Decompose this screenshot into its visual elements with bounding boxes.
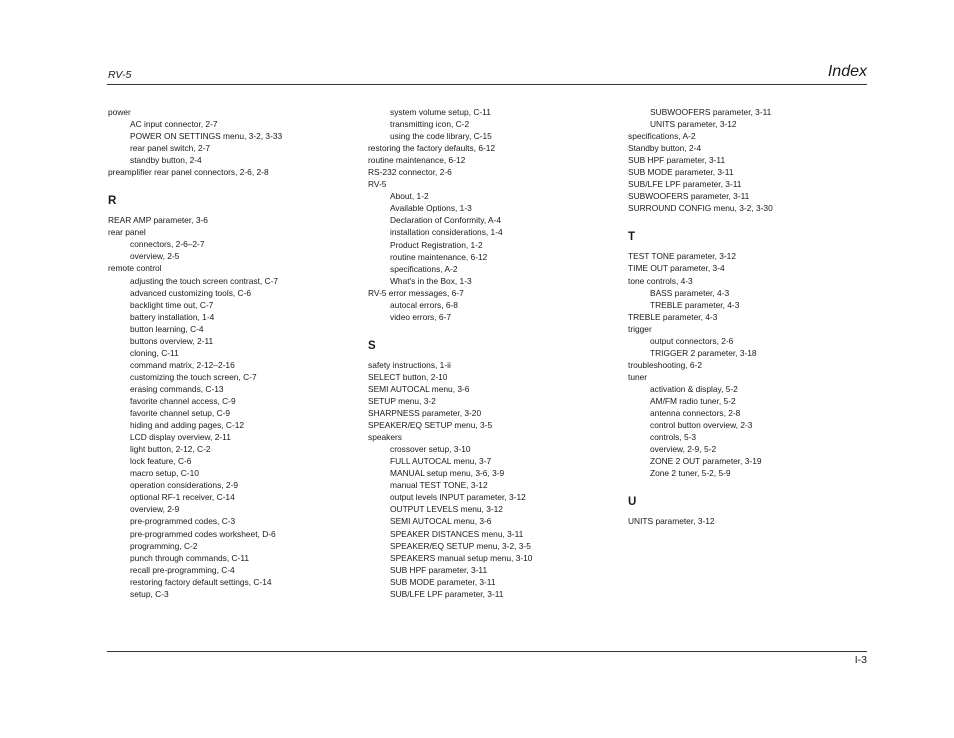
index-subentry: AM/FM radio tuner, 5-2: [650, 395, 736, 406]
index-subentry: SUBWOOFERS parameter, 3-11: [650, 107, 772, 117]
index-subentry: button learning, C-4: [130, 323, 204, 334]
running-header-section: Index: [827, 63, 867, 80]
index-entry: REAR AMP parameter, 3-6: [108, 215, 208, 226]
index-subentry: Available Options, 1-3: [390, 203, 472, 214]
index-entry: SUB HPF parameter, 3-11: [628, 155, 726, 166]
index-subentry: SUB HPF parameter, 3-11: [390, 564, 488, 575]
index-subentry: buttons overview, 2-11: [130, 335, 214, 346]
index-entry: speakers: [368, 432, 402, 443]
index-subentry: system volume setup, C-11: [390, 107, 491, 117]
index-subentry: LCD display overview, 2-11: [130, 432, 231, 443]
index-subentry: BASS parameter, 4-3: [650, 287, 730, 298]
index-subentry: favorite channel setup, C-9: [130, 408, 231, 419]
index-subentry: SPEAKERS manual setup menu, 3-10: [390, 552, 533, 563]
index-subentry: installation considerations, 1-4: [390, 227, 503, 238]
index-column-3: [628, 106, 878, 527]
index-subentry: output connectors, 2-6: [650, 335, 734, 346]
index-subentry: favorite channel access, C-9: [130, 395, 236, 406]
index-entry: TEST TONE parameter, 3-12: [628, 251, 736, 262]
index-subentry: TREBLE parameter, 4-3: [650, 299, 740, 310]
index-entry: SHARPNESS parameter, 3-20: [368, 408, 482, 419]
index-subentry: rear panel switch, 2-7: [130, 143, 211, 154]
index-entry: SELECT button, 2-10: [368, 371, 448, 382]
index-subentry: autocal errors, 6-8: [390, 299, 458, 310]
index-subentry: What's in the Box, 1-3: [390, 275, 472, 286]
section-letter: R: [108, 195, 117, 208]
index-subentry: About, 1-2: [390, 191, 429, 202]
index-column-1: [108, 106, 358, 600]
index-entry: SURROUND CONFIG menu, 3-2, 3-30: [628, 203, 773, 214]
index-entry: preamplifier rear panel connectors, 2-6, 2-8: [108, 167, 269, 178]
index-entry: remote control: [108, 263, 162, 274]
index-entry: SUB MODE parameter, 3-11: [628, 167, 734, 178]
index-subentry: Zone 2 tuner, 5-2, 5-9: [650, 468, 731, 479]
index-subentry: hiding and adding pages, C-12: [130, 420, 245, 431]
running-header-product: RV-5: [108, 69, 132, 81]
index-entry: SEMI AUTOCAL menu, 3-6: [368, 383, 470, 394]
index-subentry: pre-programmed codes, C-3: [130, 516, 236, 527]
index-subentry: MANUAL setup menu, 3-6, 3-9: [390, 468, 505, 479]
index-entry: SUB/LFE LPF parameter, 3-11: [628, 179, 742, 190]
index-subentry: output levels INPUT parameter, 3-12: [390, 492, 526, 503]
index-entry: SPEAKER/EQ SETUP menu, 3-5: [368, 420, 493, 431]
index-entry: restoring the factory defaults, 6-12: [368, 143, 496, 154]
index-subentry: erasing commands, C-13: [130, 383, 224, 394]
index-entry: tone controls, 4-3: [628, 275, 693, 286]
index-subentry: Product Registration, 1-2: [390, 239, 483, 250]
index-subentry: crossover setup, 3-10: [390, 444, 471, 455]
index-subentry: activation & display, 5-2: [650, 383, 738, 394]
index-subentry: command matrix, 2-12–2-16: [130, 359, 235, 370]
index-subentry: macro setup, C-10: [130, 468, 199, 479]
index-subentry: SEMI AUTOCAL menu, 3-6: [390, 516, 492, 527]
index-subentry: using the code library, C-15: [390, 131, 492, 142]
index-subentry: controls, 5-3: [650, 432, 697, 443]
index-entry: RS-232 connector, 2-6: [368, 167, 452, 178]
index-subentry: TRIGGER 2 parameter, 3-18: [650, 347, 757, 358]
index-entry: power: [108, 107, 131, 117]
section-letter: T: [628, 231, 636, 244]
index-subentry: ZONE 2 OUT parameter, 3-19: [650, 456, 762, 467]
index-subentry: UNITS parameter, 3-12: [650, 119, 737, 130]
index-entry: specifications, A-2: [628, 131, 696, 142]
index-subentry: video errors, 6-7: [390, 311, 451, 322]
index-entry: troubleshooting, 6-2: [628, 359, 703, 370]
index-subentry: connectors, 2-6–2-7: [130, 239, 205, 250]
header-rule: [107, 84, 867, 85]
index-subentry: backlight time out, C-7: [130, 299, 214, 310]
index-subentry: routine maintenance, 6-12: [390, 251, 488, 262]
page-number: I-3: [854, 654, 867, 666]
index-subentry: OUTPUT LEVELS menu, 3-12: [390, 504, 503, 515]
index-subentry: overview, 2-5: [130, 251, 180, 262]
section-letter: U: [628, 496, 637, 509]
index-subentry: cloning, C-11: [130, 347, 179, 358]
index-subentry: transmitting icon, C-2: [390, 119, 470, 130]
index-entry: UNITS parameter, 3-12: [628, 516, 715, 527]
index-subentry: overview, 2-9: [130, 504, 180, 515]
index-subentry: setup, C-3: [130, 588, 169, 599]
index-subentry: light button, 2-12, C-2: [130, 444, 211, 455]
index-subentry: operation considerations, 2-9: [130, 480, 239, 491]
index-subentry: adjusting the touch screen contrast, C-7: [130, 275, 279, 286]
index-entry: RV-5 error messages, 6-7: [368, 287, 464, 298]
index-entry: tuner: [628, 371, 648, 382]
index-entry: rear panel: [108, 227, 146, 238]
index-subentry: punch through commands, C-11: [130, 552, 250, 563]
index-subentry: overview, 2-9, 5-2: [650, 444, 717, 455]
index-entry: TREBLE parameter, 4-3: [628, 311, 718, 322]
index-subentry: programming, C-2: [130, 540, 198, 551]
index-entry: trigger: [628, 323, 652, 334]
index-subentry: antenna connectors, 2-8: [650, 408, 741, 419]
index-subentry: manual TEST TONE, 3-12: [390, 480, 488, 491]
index-subentry: battery installation, 1-4: [130, 311, 215, 322]
index-subentry: customizing the touch screen, C-7: [130, 371, 257, 382]
index-entry: SETUP menu, 3-2: [368, 395, 436, 406]
index-subentry: SPEAKER/EQ SETUP menu, 3-2, 3-5: [390, 540, 531, 551]
index-entry: Standby button, 2-4: [628, 143, 702, 154]
index-subentry: restoring factory default settings, C-14: [130, 576, 272, 587]
index-subentry: control button overview, 2-3: [650, 420, 753, 431]
index-entry: RV-5: [368, 179, 387, 190]
index-subentry: standby button, 2-4: [130, 155, 202, 166]
index-entry: SUBWOOFERS parameter, 3-11: [628, 191, 750, 202]
index-subentry: AC input connector, 2-7: [130, 119, 218, 130]
index-subentry: Declaration of Conformity, A-4: [390, 215, 502, 226]
section-letter: S: [368, 339, 376, 352]
index-subentry: FULL AUTOCAL menu, 3-7: [390, 456, 492, 467]
index-subentry: SUB MODE parameter, 3-11: [390, 576, 496, 587]
index-subentry: optional RF-1 receiver, C-14: [130, 492, 235, 503]
index-entry: routine maintenance, 6-12: [368, 155, 466, 166]
index-subentry: SPEAKER DISTANCES menu, 3-11: [390, 528, 524, 539]
index-subentry: pre-programmed codes worksheet, D-6: [130, 528, 276, 539]
index-subentry: POWER ON SETTINGS menu, 3-2, 3-33: [130, 131, 283, 142]
index-subentry: SUB/LFE LPF parameter, 3-11: [390, 588, 504, 599]
index-subentry: advanced customizing tools, C-6: [130, 287, 252, 298]
index-column-2: [368, 106, 618, 600]
index-subentry: lock feature, C-6: [130, 456, 192, 467]
footer-rule: [107, 651, 867, 652]
index-subentry: recall pre-programming, C-4: [130, 564, 235, 575]
index-entry: safety instructions, 1-ii: [368, 359, 451, 370]
index-entry: TIME OUT parameter, 3-4: [628, 263, 725, 274]
index-subentry: specifications, A-2: [390, 263, 458, 274]
